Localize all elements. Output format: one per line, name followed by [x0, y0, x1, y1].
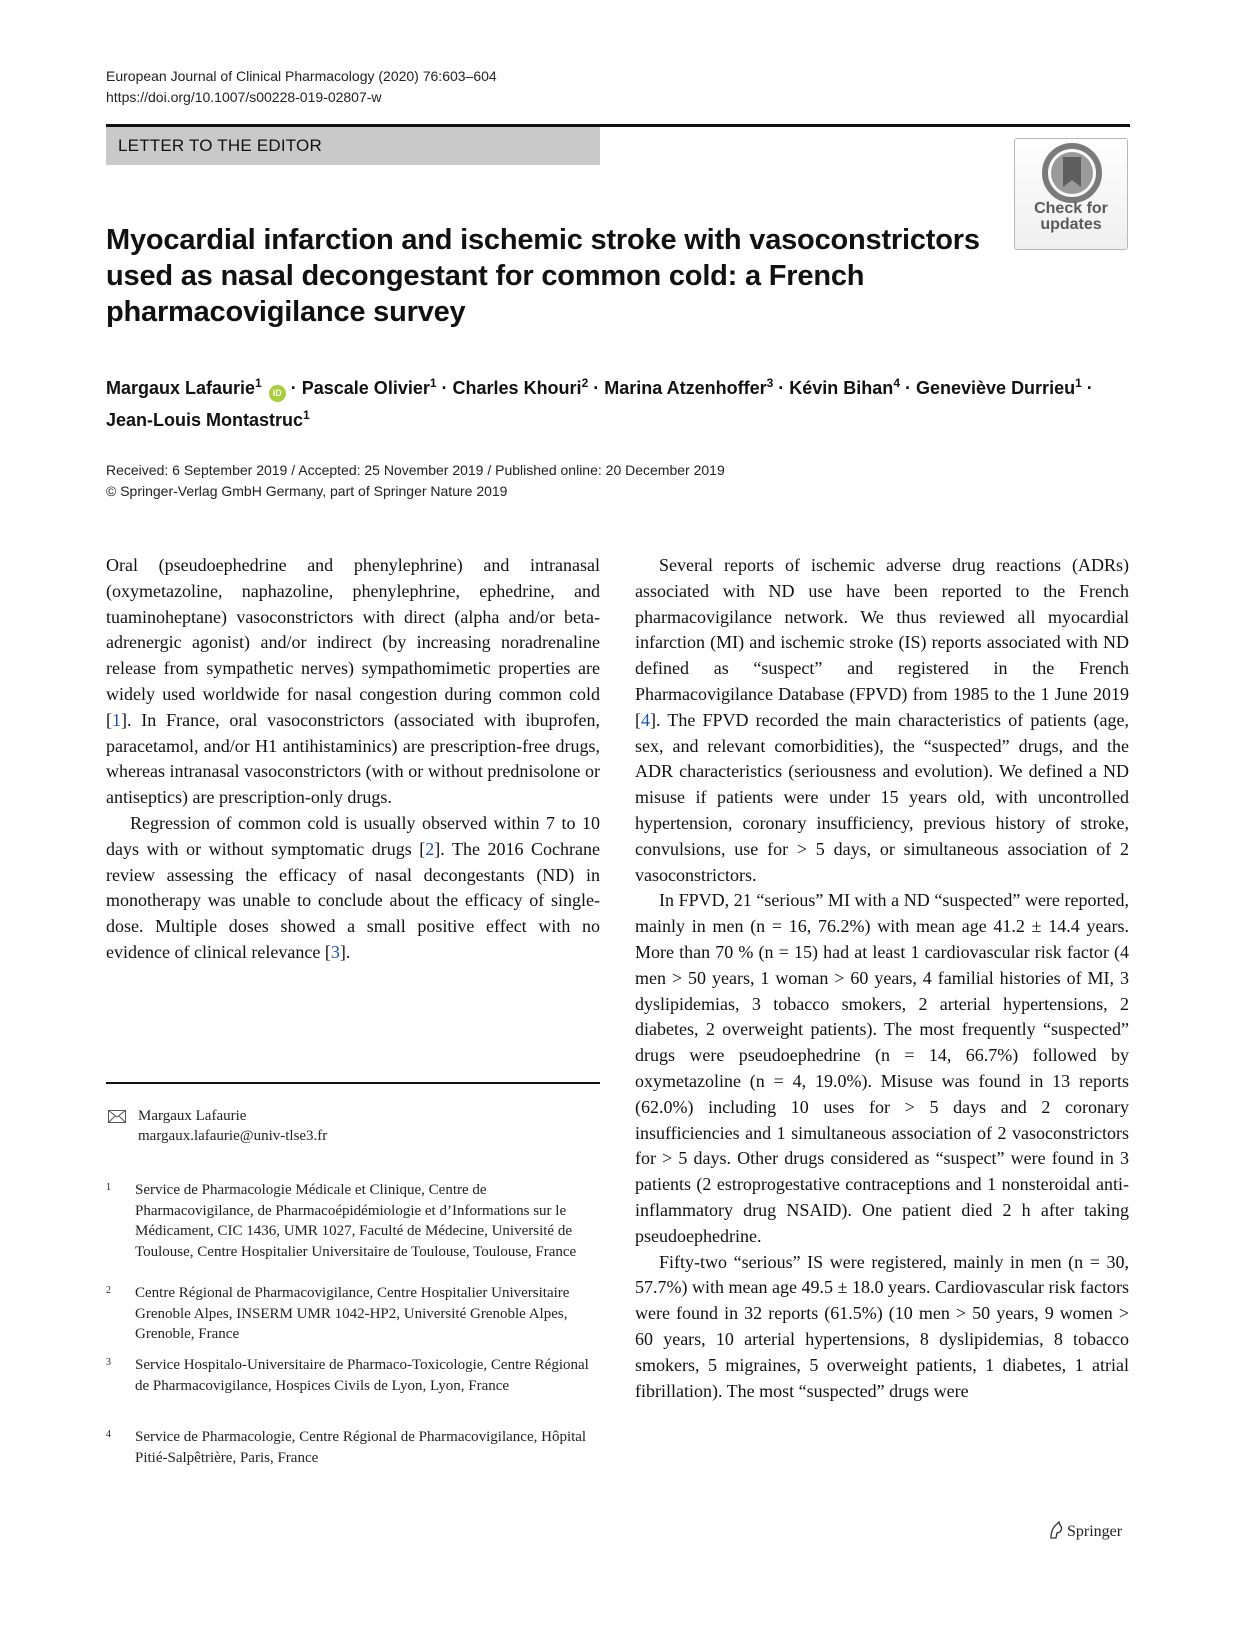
section-label: LETTER TO THE EDITOR	[118, 136, 322, 155]
affiliation-4	[106, 1427, 600, 1468]
springer-horse-icon	[1048, 1521, 1064, 1539]
author-name: Margaux Lafaurie	[106, 378, 256, 398]
body-left-column	[106, 553, 600, 966]
section-label-box	[106, 127, 600, 165]
citation-link[interactable]: 4	[641, 709, 650, 730]
paragraph: Several reports of ischemic adverse drug reactions (ADRs) associated with ND use have been reported to the French pharmacovigilance network. We thus reviewed all myocardial infarction (MI) and ischemic stroke (IS) reports associated with ND defined as “suspect” and registered in the French Pharmacovigilance Database (FPVD) from 1985 to the 1 June 2019 [4]. The FPVD recorded the main characteristics of patients (age, sex, and relevant comorbidities), the “suspected” drugs, and the ADR characteristics (seriousness and evolution). We defined a ND misuse if patients were under 15 years old, with uncontrolled hypertension, coronary insufficiency, previous history of stroke, convulsions, use for > 5 days, or simultaneous association of 2 vasoconstrictors.	[635, 555, 1129, 885]
affiliation-number: 2	[106, 1285, 111, 1296]
author-name: Geneviève Durrieu	[916, 378, 1076, 398]
contact-email[interactable]: margaux.lafaurie@univ-tlse3.fr	[138, 1128, 328, 1144]
affiliation-2	[106, 1283, 600, 1345]
author-affiliation-mark: 4	[893, 376, 900, 390]
dates-line: Received: 6 September 2019 / Accepted: 25 November 2019 / Published online: 20 December 2019	[106, 462, 725, 478]
author-name: Pascale Olivier	[301, 378, 430, 398]
envelope-icon	[108, 1110, 126, 1123]
copyright-line: © Springer-Verlag GmbH Germany, part of Springer Nature 2019	[106, 483, 508, 499]
citation-link[interactable]: 2	[425, 838, 435, 859]
affiliation-1	[106, 1180, 600, 1262]
author-affiliation-mark: 1	[303, 408, 310, 422]
check-label-line2: updates	[1040, 216, 1102, 233]
body-right-column	[635, 553, 1129, 1404]
author-affiliation-mark: 1	[1075, 376, 1082, 390]
check-for-updates-badge[interactable]	[1014, 138, 1128, 250]
paragraph: Fifty-two “serious” IS were registered, mainly in men (n = 30, 57.7%) with mean age 49.5 ± 18.0 years. Cardiovascular risk factors were found in 32 reports (61.5%) (10 men > 50 years, 9 women > 60 years, 10 arterial hypertensions, 8 dyslipidemias, 8 tobacco smokers, 5 migraines, 5 overweight patients, 1 diabetes, 1 atrial fibrillation). The most “suspected” drugs were	[635, 1251, 1129, 1401]
author-name: Charles Khouri	[452, 378, 582, 398]
affiliation-text: Service Hospitalo-Universitaire de Pharmaco-Toxicologie, Centre Régional de Pharmacovigilance, Hospices Civils de Lyon, Lyon, France	[135, 1357, 589, 1394]
author-name: Jean-Louis Montastruc	[106, 410, 304, 430]
affiliation-3	[106, 1355, 600, 1396]
citation-link[interactable]: 1	[112, 709, 121, 730]
author-name: Kévin Bihan	[789, 378, 894, 398]
affiliation-text: Centre Régional de Pharmacovigilance, Centre Hospitalier Universitaire Grenoble Alpes, INSERM UMR 1042-HP2, Université Grenoble Alpes, Grenoble, France	[135, 1285, 570, 1342]
author-list: Margaux Lafaurie$^1$ iD · Pascale Olivier$^1$ · Charles Khouri$^2$ · Marina Atzenhoffer$^3$ · Kévin Bihan$^4$ · Geneviève Durrieu$^1$ · Jean-Louis Montastruc$^1$	[106, 376, 1093, 430]
affiliation-text: Service de Pharmacologie, Centre Régional de Pharmacovigilance, Hôpital Pitié-Salpêtrière, Paris, France	[135, 1429, 587, 1466]
affiliation-number: 1	[106, 1182, 111, 1193]
contact-name: Margaux Lafaurie	[138, 1108, 247, 1124]
author-affiliation-mark: 2	[581, 376, 589, 390]
paragraph: Oral (pseudoephedrine and phenylephrine) and intranasal (oxymetazoline, naphazoline, phenylephrine, ephedrine, and tuaminoheptane) vasoconstrictors with direct (alpha and/or beta-adrenergic agonist) and/or indirect (by increasing noradrenaline release from sympathetic nerves) sympathomimetic properties are widely used worldwide for nasal congestion during common cold [1]. In France, oral vasoconstrictors (associated with ibuprofen, paracetamol, and/or H1 antihistaminics) are prescription-free drugs, whereas intranasal vasoconstrictors (with or without prednisolone or antiseptics) are prescription-only drugs.	[106, 555, 600, 808]
orcid-icon[interactable]: iD	[269, 385, 286, 402]
journal-citation: European Journal of Clinical Pharmacology (2020) 76:603–604	[106, 68, 497, 84]
check-label-line1: Check for	[1034, 200, 1108, 217]
paragraph: In FPVD, 21 “serious” MI with a ND “suspected” were reported, mainly in men (n = 16, 76.2%) with mean age 41.2 ± 14.4 years. More than 70 % (n = 15) had at least 1 cardiovascular risk factor (4 men > 50 years, 1 woman > 60 years, 4 familial histories of MI, 3 dyslipidemias, 3 tobacco smokers, 2 arterial hypertensions, 2 diabetes, 2 overweight patients). The most frequently “suspected” drugs were pseudoephedrine (n = 14, 66.7%) followed by oxymetazoline (n = 4, 19.0%). Misuse was found in 13 reports (62.0%) including 10 uses for > 5 days and 2 coronary insufficiencies and 1 simultaneous association of 2 vasoconstrictors for > 5 days. Other drugs considered as “suspect” were found in 3 patients (2 estroprogestative contraceptions and 1 nonsteroidal anti-inflammatory drug NSAID). One patient died 2 h after taking pseudoephedrine.	[635, 890, 1129, 1246]
author-name: Marina Atzenhoffer	[604, 378, 767, 398]
author-affiliation-mark: 1	[255, 376, 262, 390]
doi-link[interactable]: https://doi.org/10.1007/s00228-019-02807-w	[106, 89, 382, 105]
article-title: Myocardial infarction and ischemic stroke with vasoconstrictors used as nasal decongestant for common cold: a French pharmacovigilance survey	[106, 224, 980, 328]
citation-link[interactable]: 3	[330, 941, 340, 962]
author-affiliation-mark: 1	[429, 376, 437, 390]
publisher-name: Springer	[1067, 1523, 1123, 1540]
paragraph: Regression of common cold is usually observed within 7 to 10 days with or without symptomatic drugs [2]. The 2016 Cochrane review assessing the efficacy of nasal decongestants (ND) in monotherapy was unable to conclude about the efficacy of single-dose. Multiple doses showed a small positive effect with no evidence of clinical relevance [3].	[106, 812, 600, 962]
author-affiliation-mark: 3	[766, 376, 774, 390]
affiliation-text: Service de Pharmacologie Médicale et Clinique, Centre de Pharmacovigilance, de Pharmacoépidémiologie et d’Informations sur le Médicament, CIC 1436, UMR 1027, Faculté de Médecine, Université de Toulouse, Centre Hospitalier Universitaire de Toulouse, Toulouse, France	[135, 1182, 577, 1260]
affiliation-number: 4	[106, 1429, 111, 1440]
journal-header	[106, 66, 497, 108]
affiliation-number: 3	[106, 1357, 111, 1368]
publication-dates	[106, 460, 725, 502]
publisher-logo	[1048, 1521, 1122, 1541]
footnote-rule	[106, 1082, 600, 1084]
bookmark-icon	[1042, 143, 1102, 203]
